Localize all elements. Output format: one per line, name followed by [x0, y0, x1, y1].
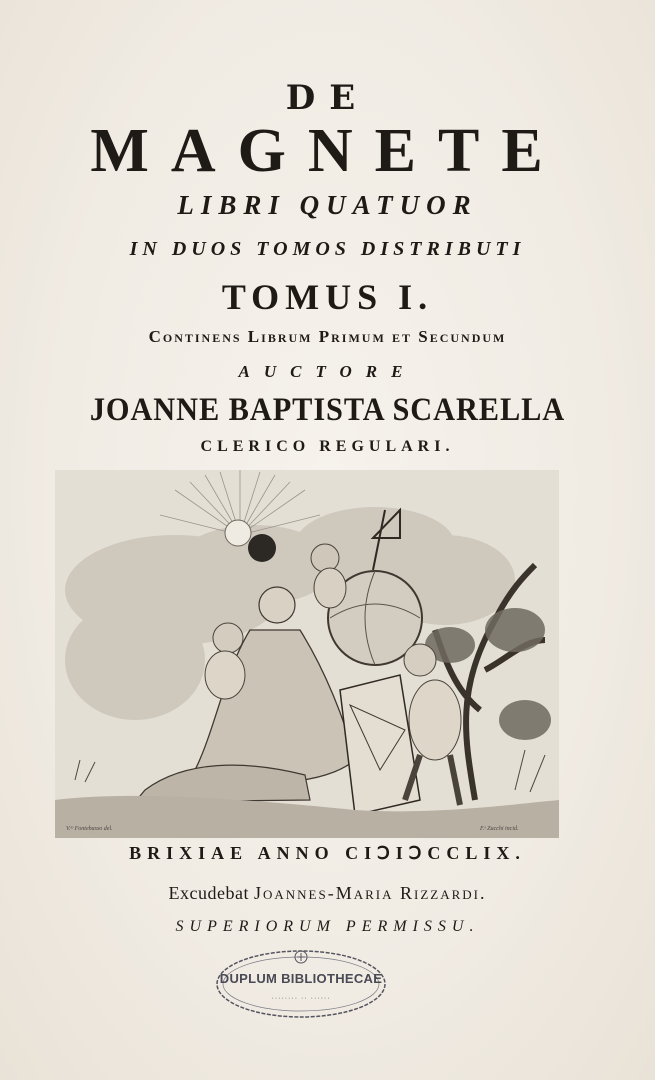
- moon-disc: [248, 534, 276, 562]
- volume-label: TOMUS I.: [221, 277, 434, 317]
- cherub-right: [404, 644, 436, 676]
- sun-icon: [225, 520, 251, 546]
- cherub-left: [213, 623, 243, 653]
- printer-name: Joannes-Maria Rizzardi.: [253, 883, 487, 903]
- author-name: JOANNE BAPTISTA SCARELLA: [89, 392, 566, 428]
- auctore-label: AUCTORE: [238, 362, 417, 381]
- stamp-text: DUPLUM BIBLIOTHECAE: [219, 971, 383, 986]
- subtitle-libri: LIBRI QUATUOR: [177, 190, 478, 220]
- female-figure: [259, 587, 295, 623]
- author-order: CLERICO REGULARI.: [200, 438, 455, 455]
- excudebat-word: Excudebat: [168, 883, 254, 903]
- engraving-signature-left: V.ᵗᵒ Fontebasso del.: [66, 826, 113, 832]
- allegory-engraving-image: [55, 470, 559, 838]
- title-de: DE: [285, 78, 370, 118]
- subtitle-duos-tomos: IN DUOS TOMOS DISTRIBUTI: [129, 238, 526, 260]
- title-magnete: MAGNETE: [90, 117, 565, 185]
- engraving-signature-right: F.ˢ Zucchi incid.: [480, 826, 519, 832]
- frontispiece-engraving: [55, 470, 559, 838]
- imprint-permission: SUPERIORUM PERMISSU.: [175, 918, 480, 935]
- imprint-printer: [0, 883, 655, 904]
- contents-line: Continens Librum Primum et Secundum: [148, 327, 507, 346]
- stamp-subtext: ········ ·· ······: [271, 995, 331, 1002]
- library-stamp: [214, 942, 388, 1022]
- imprint-place-year: BRIXIAE ANNO CIↃIↃCCLIX.: [129, 843, 526, 863]
